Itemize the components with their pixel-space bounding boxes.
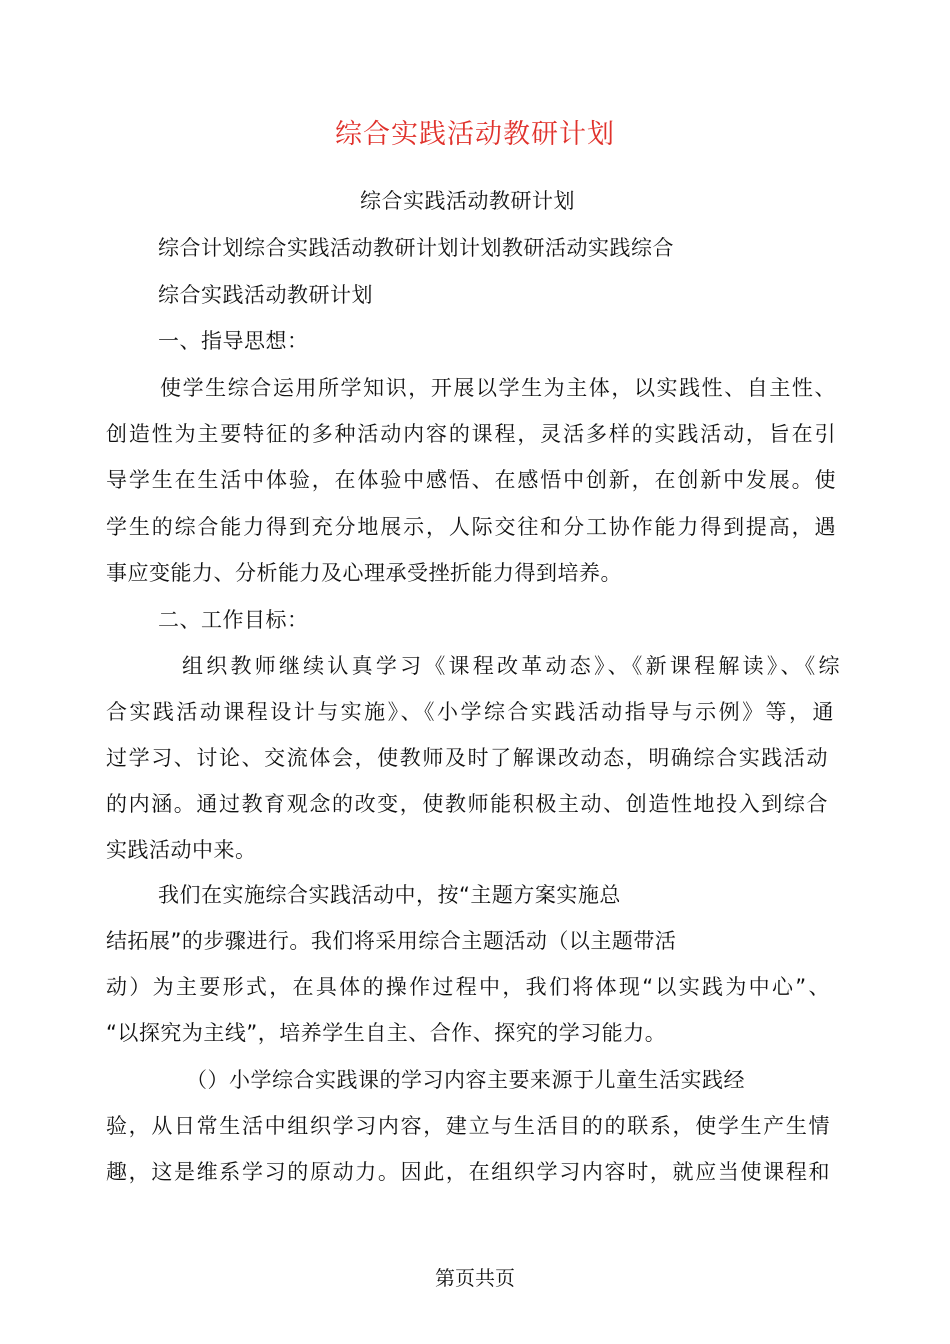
paragraph-line: 合实践活动课程设计与实施》、《小学综合实践活动指导与示例》等，通	[106, 700, 834, 724]
paragraph-line: （）小学综合实践课的学习内容主要来源于儿童生活实践经	[186, 1068, 745, 1092]
section2-heading: 二、工作目标：	[158, 608, 309, 632]
paragraph-line: 学生的综合能力得到充分地展示，人际交往和分工协作能力得到提高，遇	[106, 515, 836, 539]
paragraph-line: 的内涵。通过教育观念的改变，使教师能积极主动、创造性地投入到综合	[106, 792, 828, 816]
paragraph-line: 我们在实施综合实践活动中，按“主题方案实施总	[158, 883, 621, 907]
paragraph-line: 结拓展”的步骤进行。我们将采用综合主题活动（以主题带活	[106, 929, 677, 953]
paragraph-line: 趣，这是维系学习的原动力。因此，在组织学习内容时，就应当使课程和	[106, 1160, 830, 1184]
section1-heading: 一、指导思想：	[158, 329, 309, 353]
paragraph-line: 动）为主要形式，在具体的操作过程中，我们将体现“以实践为中心”、	[106, 975, 830, 999]
paragraph-line: 过学习、讨论、交流体会，使教师及时了解课改动态，明确综合实践活动	[106, 746, 828, 770]
paragraph-line: “以探究为主线”，培养学生自主、合作、探究的学习能力。	[106, 1021, 667, 1045]
paragraph-line: 使学生综合运用所学知识，开展以学生为主体，以实践性、自主性、	[160, 376, 836, 400]
paragraph-line: 导学生在生活中体验，在体验中感悟、在感悟中创新，在创新中发展。使	[106, 468, 836, 492]
keywords-line: 综合计划综合实践活动教研计划计划教研活动实践综合	[158, 236, 674, 260]
paragraph-line: 实践活动中来。	[106, 838, 257, 862]
document-subtitle: 综合实践活动教研计划	[360, 189, 575, 213]
document-title: 综合实践活动教研计划	[335, 119, 615, 150]
section-title: 综合实践活动教研计划	[158, 283, 373, 307]
page-footer: 第页共页	[435, 1266, 515, 1290]
paragraph-line: 创造性为主要特征的多种活动内容的课程，灵活多样的实践活动，旨在引	[106, 422, 836, 446]
paragraph-line: 事应变能力、分析能力及心理承受挫折能力得到培养。	[106, 561, 622, 585]
paragraph-line: 验，从日常生活中组织学习内容，建立与生活目的的联系，使学生产生情	[106, 1114, 830, 1138]
paragraph-line: 组织教师继续认真学习《课程改革动态》、《新课程解读》、《综	[182, 654, 840, 678]
